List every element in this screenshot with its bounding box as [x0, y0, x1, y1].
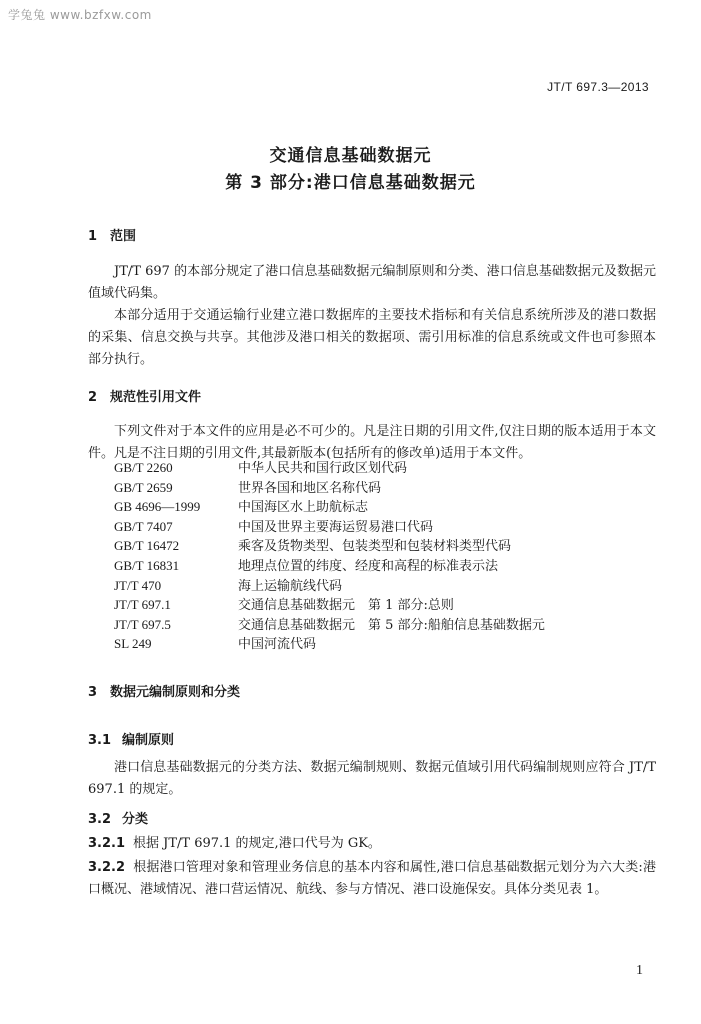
subsection-number: 3.2	[88, 812, 112, 827]
reference-title: 世界各国和地区名称代码	[238, 480, 382, 496]
section-number: 3	[88, 685, 98, 700]
subsection-title: 分类	[122, 812, 149, 827]
reference-item	[114, 595, 545, 615]
clause-3-2-1	[88, 833, 656, 855]
reference-title: 中华人民共和国行政区划代码	[238, 461, 408, 476]
page-number: 1	[636, 963, 643, 978]
reference-title: 中国河流代码	[238, 637, 317, 653]
section-number: 2	[88, 390, 98, 405]
reference-item	[114, 536, 545, 556]
subsection-3-1-heading	[88, 729, 174, 748]
section-1-heading	[88, 225, 136, 244]
section-2-heading	[88, 386, 201, 405]
section-title: 范围	[110, 229, 137, 244]
section-3-heading	[88, 681, 240, 700]
section-title: 数据元编制原则和分类	[110, 685, 241, 700]
section-number: 1	[88, 229, 98, 244]
reference-title: 中国海区水上助航标志	[238, 500, 369, 516]
reference-item	[114, 615, 545, 635]
reference-title: 交通信息基础数据元 第 5 部分:船舶信息基础数据元	[238, 617, 545, 633]
reference-code: JT/T 697.1	[114, 597, 171, 613]
reference-item	[114, 556, 545, 576]
reference-title: 乘客及货物类型、包装类型和包装材料类型代码	[238, 539, 512, 555]
clause-text: 根据 JT/T 697.1 的规定,港口代号为 GK。	[133, 836, 381, 851]
subsection-3-2-heading	[88, 808, 148, 827]
reference-item	[114, 576, 545, 596]
reference-code: GB 4696—1999	[114, 499, 201, 515]
standard-number: JT/T 697.3—2013	[547, 80, 649, 94]
clause-number: 3.2.2	[88, 860, 126, 875]
reference-title: 交通信息基础数据元 第 1 部分:总则	[238, 598, 454, 614]
reference-title: 中国及世界主要海运贸易港口代码	[238, 519, 434, 535]
reference-code: JT/T 470	[114, 577, 162, 593]
reference-item	[114, 497, 545, 517]
reference-code: GB/T 2659	[114, 479, 173, 495]
section-title: 规范性引用文件	[110, 390, 202, 405]
reference-code: SL 249	[114, 636, 152, 652]
reference-item	[114, 458, 545, 478]
reference-code: GB/T 16831	[114, 557, 180, 573]
compilation-principle-paragraph: 港口信息基础数据元的分类方法、数据元编制规则、数据元值域引用代码编制规则应符合 JT/T 697.1 的规定。	[88, 760, 656, 797]
reference-code: JT/T 697.5	[114, 616, 171, 632]
clause-number: 3.2.1	[88, 836, 126, 851]
references-intro: 下列文件对于本文件的应用是必不可少的。凡是注日期的引用文件,仅注日期的版本适用于本文件。凡是不注日期的引用文件,其最新版本(包括所有的修改单)适用于本文件。	[88, 424, 656, 461]
reference-code: GB/T 7407	[114, 518, 173, 534]
clause-text: 根据港口管理对象和管理业务信息的基本内容和属性,港口信息基础数据元划分为六大类:港口概况、港域情况、港口营运情况、航线、参与方情况、港口设施保安。具体分类见表 1。	[88, 860, 656, 897]
scope-paragraph-1: JT/T 697 的本部分规定了港口信息基础数据元编制原则和分类、港口信息基础数据元及数据元值域代码集。	[88, 264, 656, 301]
reference-item	[114, 517, 545, 537]
reference-title: 海上运输航线代码	[238, 578, 343, 594]
subsection-number: 3.1	[88, 733, 112, 748]
document-title: 交通信息基础数据元	[269, 146, 432, 166]
clause-3-2-2	[88, 857, 656, 901]
reference-title: 地理点位置的纬度、经度和高程的标准表示法	[238, 558, 499, 574]
reference-code: GB/T 16472	[114, 538, 180, 554]
scope-paragraph-2: 本部分适用于交通运输行业建立港口数据库的主要技术指标和有关信息系统所涉及的港口数据的采集、信息交换与共享。其他涉及港口相关的数据项、需引用标准的信息系统或文件也可参照本部分执行。	[88, 308, 656, 367]
site-watermark: 学兔兔 www.bzfxw.com	[8, 8, 152, 22]
reference-item	[114, 478, 545, 498]
reference-code: GB/T 2260	[114, 460, 173, 475]
subsection-title: 编制原则	[122, 733, 175, 748]
reference-list	[114, 458, 545, 654]
reference-item	[114, 634, 545, 654]
document-subtitle: 第 3 部分:港口信息基础数据元	[225, 173, 476, 193]
